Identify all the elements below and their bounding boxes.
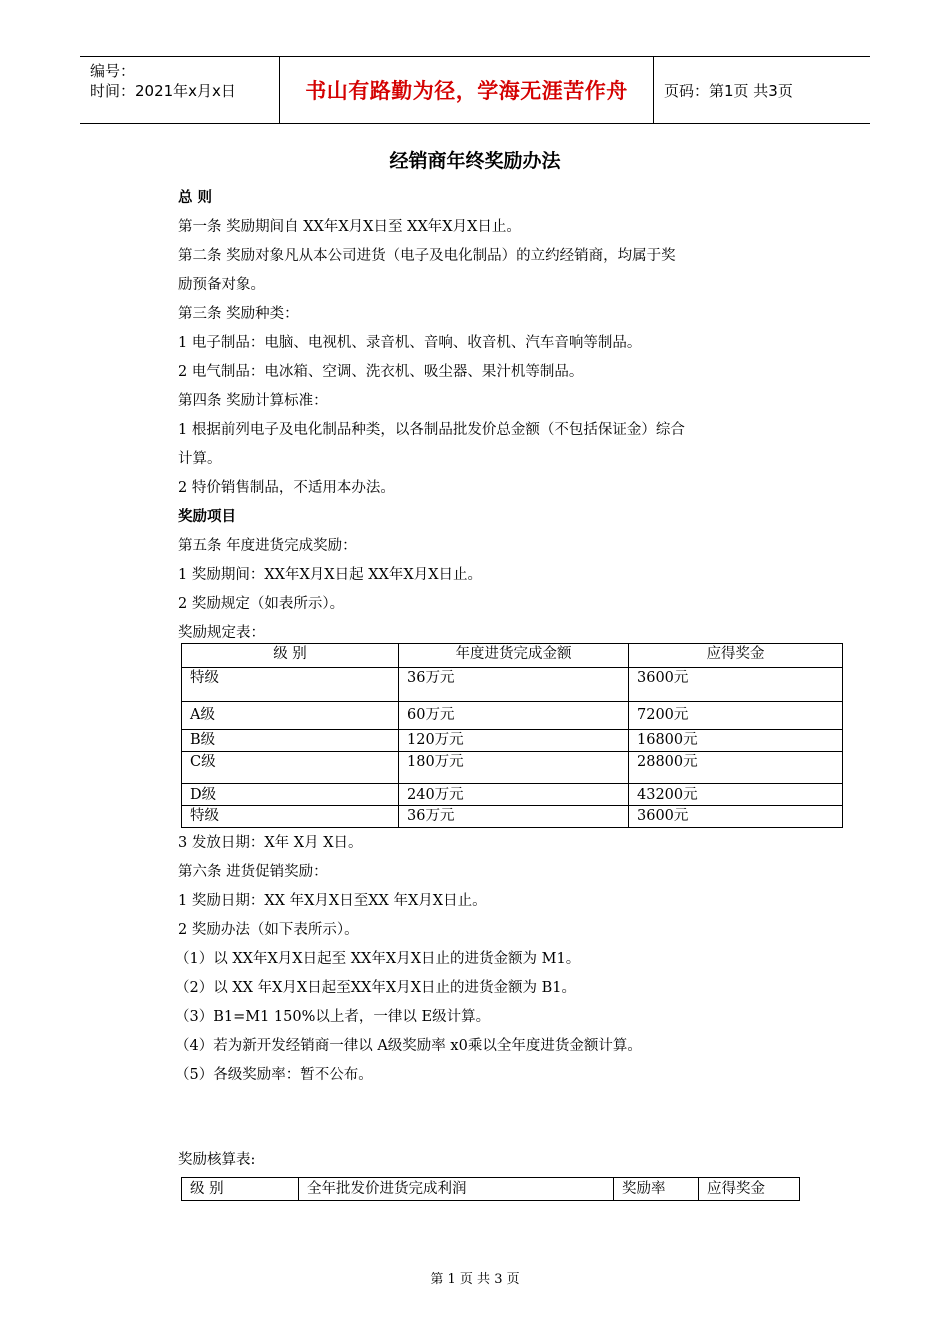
table-row [182, 702, 843, 730]
promotion-section [175, 829, 798, 1090]
table-cell: 7200元 [629, 702, 843, 730]
table-row [182, 784, 843, 806]
table-header-cell: 级 别 [182, 1178, 299, 1201]
table-header-cell: 应得奖金 [629, 644, 843, 668]
reward-rules-table [181, 643, 843, 828]
table-cell: 36万元 [399, 806, 629, 828]
header-box [80, 56, 870, 124]
table-cell: 43200元 [629, 784, 843, 806]
table-cell: 36万元 [399, 668, 629, 702]
section-heading-rewards: 奖励项目 [178, 509, 236, 525]
table-row [182, 730, 843, 752]
table-cell: 240万元 [399, 784, 629, 806]
text-line: 1 奖励期间：XX年X月X日起 XX年X月X日止。 [178, 567, 483, 583]
reward-calculation-table [181, 1177, 800, 1201]
page-footer: 第 1 页 共 3 页 [430, 1272, 520, 1287]
text-line: 第三条 奖励种类： [178, 306, 299, 322]
text-line: （2）以 XX 年X月X日起至XX年X月X日止的进货金额为 B1。 [175, 980, 577, 996]
table-caption: 奖励规定表： [178, 625, 265, 641]
motto: 书山有路勤为径，学海无涯苦作舟 [280, 57, 654, 123]
document-title: 经销商年终奖励办法 [389, 150, 561, 172]
table-cell: C级 [182, 752, 399, 784]
table-caption: 奖励核算表: [178, 1152, 256, 1168]
text-line: 1 电子制品：电脑、电视机、录音机、音响、收音机、汽车音响等制品。 [178, 335, 642, 351]
table-header-cell: 奖励率 [614, 1178, 699, 1201]
text-line: 第二条 奖励对象凡从本公司进货（电子及电化制品）的立约经销商，均属于奖 [178, 248, 676, 264]
table-cell: A级 [182, 702, 399, 730]
time-label: 时间：2021年x月x日 [90, 82, 236, 100]
text-line: （5）各级奖励率：暂不公布。 [175, 1067, 373, 1083]
text-line: 2 奖励规定（如表所示）。 [178, 596, 345, 612]
text-line: 第五条 年度进货完成奖励： [178, 538, 357, 554]
text-line: （4）若为新开发经销商一律以 A级奖励率 x0乘以全年度进货金额计算。 [175, 1038, 642, 1054]
table-header-row [182, 644, 843, 668]
text-line: 励预备对象。 [178, 277, 265, 293]
text-line: 第六条 进货促销奖励： [178, 864, 328, 880]
table-header-row [182, 1178, 800, 1201]
text-line: 2 电气制品：电冰箱、空调、洗衣机、吸尘器、果汁机等制品。 [178, 364, 584, 380]
table-cell: 60万元 [399, 702, 629, 730]
table-cell: 特级 [182, 668, 399, 702]
section-heading-general: 总 则 [178, 190, 213, 206]
table-cell: 120万元 [399, 730, 629, 752]
table-cell: 特级 [182, 806, 399, 828]
table-header-cell: 年度进货完成金额 [399, 644, 629, 668]
header-left [80, 57, 280, 123]
table-header-cell: 级 别 [182, 644, 399, 668]
table-row [182, 668, 843, 702]
table-cell: 3600元 [629, 806, 843, 828]
table-cell: 180万元 [399, 752, 629, 784]
text-line: 1 根据前列电子及电化制品种类，以各制品批发价总金额（不包括保证金）综合 [178, 422, 685, 438]
text-line: （3）B1=M1 150%以上者，一律以 E级计算。 [175, 1009, 491, 1025]
text-line: 第一条 奖励期间自 XX年X月X日至 XX年X月X日止。 [178, 219, 521, 235]
text-line: 3 发放日期：X年 X月 X日。 [178, 835, 363, 851]
table-cell: D级 [182, 784, 399, 806]
table-header-cell: 应得奖金 [699, 1178, 800, 1201]
text-line: 2 特价销售制品，不适用本办法。 [178, 480, 395, 496]
main-content [178, 184, 798, 648]
text-line: 第四条 奖励计算标准： [178, 393, 328, 409]
table-header-cell: 全年批发价进货完成利润 [299, 1178, 614, 1201]
page-info: 页码：第1页 共3页 [664, 81, 793, 100]
text-line: 计算。 [178, 451, 222, 467]
text-line: 1 奖励日期：XX 年X月X日至XX 年X月X日止。 [178, 893, 487, 909]
table-cell: 28800元 [629, 752, 843, 784]
table-cell: 3600元 [629, 668, 843, 702]
table-row [182, 752, 843, 784]
table-cell: B级 [182, 730, 399, 752]
text-line: （1）以 XX年X月X日起至 XX年X月X日止的进货金额为 M1。 [175, 951, 581, 967]
table-row [182, 806, 843, 828]
number-label: 编号： [90, 62, 136, 80]
text-line: 2 奖励办法（如下表所示）。 [178, 922, 359, 938]
table-cell: 16800元 [629, 730, 843, 752]
